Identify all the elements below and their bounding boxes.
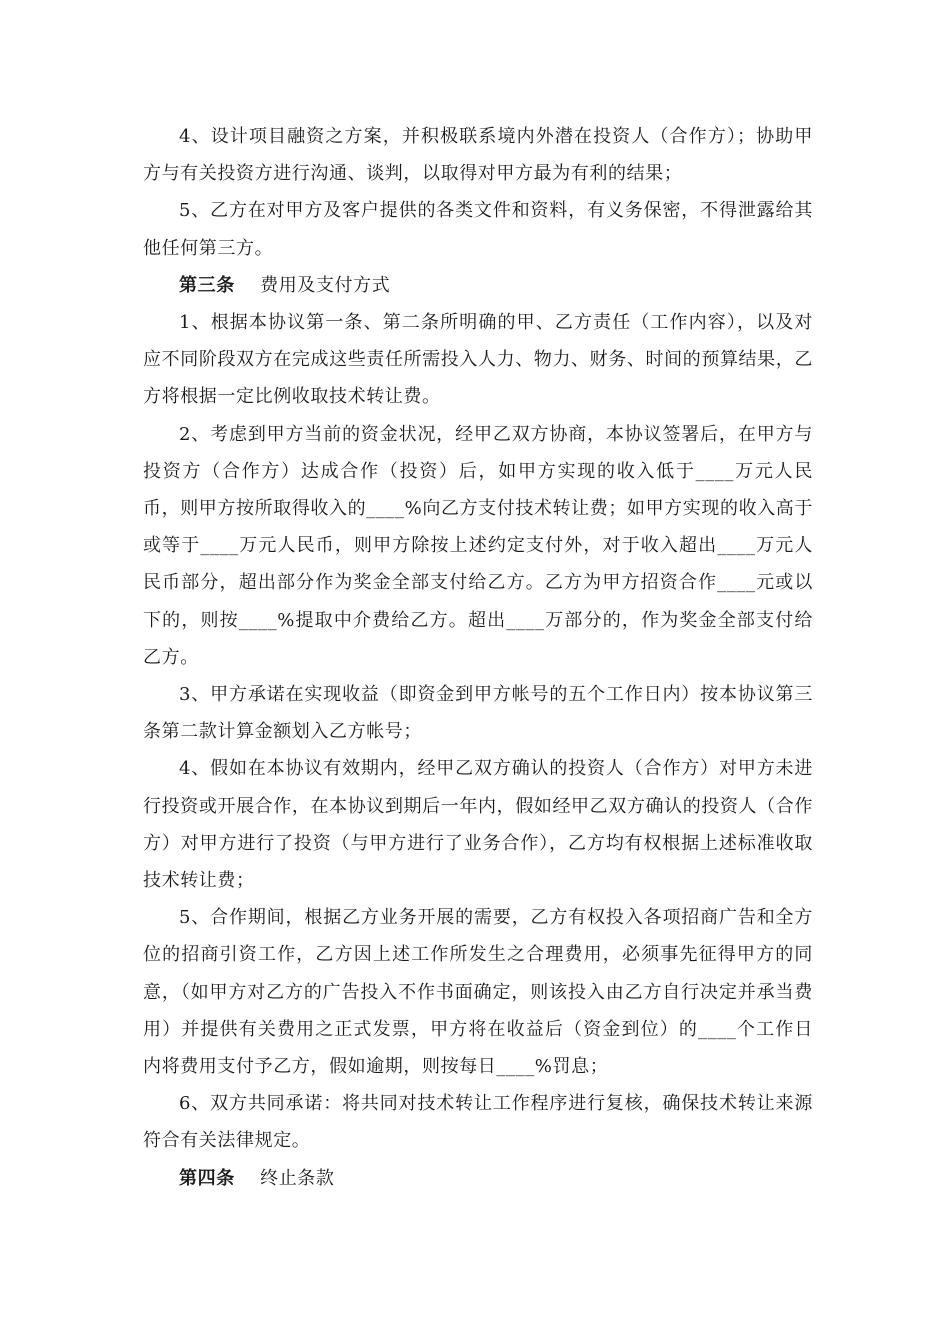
section-3-heading <box>143 267 813 304</box>
section-3-paragraph-5: 5、合作期间，根据乙方业务开展的需要，乙方有权投入各项招商广告和全方位的招商引资工作，乙方因上述工作所发生之合理费用，必须事先征得甲方的同意，（如甲方对乙方的广告投入不作书面确定，则该投入由乙方自行决定并承当费用）并提供有关费用之正式发票，甲方将在收益后（资金到位）的____个工作日内将费用支付予乙方，假如逾期，则按每日____%罚息； <box>143 907 813 1078</box>
section-3-paragraph-4: 4、假如在本协议有效期内，经甲乙双方确认的投资人（合作方）对甲方未进行投资或开展合作，在本协议到期后一年内，假如经甲乙双方确认的投资人（合作方）对甲方进行了投资（与甲方进行了业务合作），乙方均有权根据上述标准收取技术转让费； <box>143 758 813 892</box>
section-3-paragraph-1: 1、根据本协议第一条、第二条所明确的甲、乙方责任（工作内容），以及对应不同阶段双方在完成这些责任所需投入人力、物力、财务、时间的预算结果，乙方将根据一定比例收取技术转让费。 <box>143 312 813 408</box>
paragraph-design-financing: 4、设计项目融资之方案，并积极联系境内外潜在投资人（合作方）；协助甲方与有关投资方进行沟通、谈判，以取得对甲方最为有利的结果； <box>143 126 813 185</box>
section-4-heading <box>143 1160 813 1197</box>
section-3-title: 费用及支付方式 <box>260 274 391 296</box>
section-3-paragraph-3: 3、甲方承诺在实现收益（即资金到甲方帐号的五个工作日内）按本协议第三条第二款计算金额划入乙方帐号； <box>143 684 813 743</box>
paragraph-confidentiality: 5、乙方在对甲方及客户提供的各类文件和资料，有义务保密，不得泄露给其他任何第三方。 <box>143 200 813 259</box>
document-body <box>143 118 813 1197</box>
section-4-number: 第四条 <box>179 1167 235 1189</box>
section-3-paragraph-6: 6、双方共同承诺：将共同对技术转让工作程序进行复核，确保技术转让来源符合有关法律规定。 <box>143 1093 813 1152</box>
section-4-title: 终止条款 <box>260 1167 335 1189</box>
section-3-paragraph-2: 2、考虑到甲方当前的资金状况，经甲乙双方协商，本协议签署后，在甲方与投资方（合作方）达成合作（投资）后，如甲方实现的收入低于____万元人民币，则甲方按所取得收入的____%向乙方支付技术转让费；如甲方实现的收入高于或等于____万元人民币，则甲方除按上述约定支付外，对于收入超出____万元人民币部分，超出部分作为奖金全部支付给乙方。乙方为甲方招资合作____元或以下的，则按____%提取中介费给乙方。超出____万部分的，作为奖金全部支付给乙方。 <box>143 423 813 668</box>
section-3-number: 第三条 <box>179 274 235 296</box>
